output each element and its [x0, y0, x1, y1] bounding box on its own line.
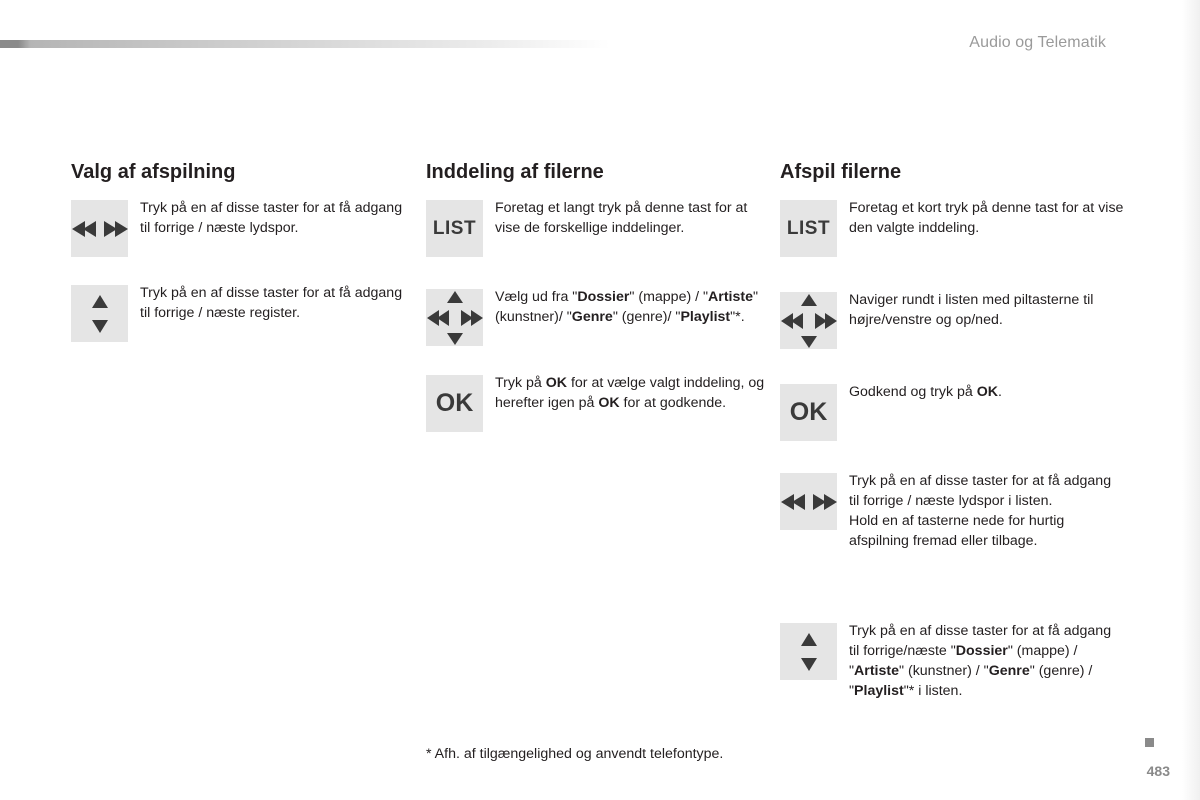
up-down-key: [780, 623, 837, 680]
instruction-text: Foretag et kort tryk på denne tast for at vise den valgte inddeling.: [849, 200, 1124, 236]
seek-key: [71, 200, 128, 257]
four-way-key: [426, 289, 483, 346]
instruction-text: Tryk på en af disse taster for at få adgang til forrige / næste lydspor.: [140, 200, 403, 236]
page-marker: [1145, 738, 1154, 747]
footnote: * Afh. af tilgængelighed og anvendt telefontype.: [426, 746, 724, 762]
seek-arrows-icon: [781, 492, 837, 512]
four-way-key: [780, 292, 837, 349]
page-edge-shadow: [1182, 0, 1200, 800]
header-gradient-bar: [0, 40, 610, 48]
ok-key-label: OK: [789, 398, 828, 426]
instruction-text: Vælg ud fra "Dossier" (mappe) / "Artiste" (kunstner)/ "Genre" (genre)/ "Playlist"*.: [495, 289, 759, 325]
section-heading: Valg af afspilning: [71, 161, 236, 183]
up-down-key: [71, 285, 128, 342]
instruction-text: Tryk på en af disse taster for at få adgang til forrige / næste lydspor i listen. Hold en af tasterne nede for hurtig afspilning fremad eller tilbage.: [849, 473, 1112, 549]
section-heading: Inddeling af filerne: [426, 161, 604, 183]
section-heading: Afspil filerne: [780, 161, 902, 183]
instruction-text: Tryk på en af disse taster for at få adgang til forrige/næste "Dossier" (mappe) / "Artiste" (kunstner) / "Genre" (genre) / "Playlist"* i listen.: [849, 623, 1112, 699]
list-key-label: LIST: [786, 217, 831, 239]
up-down-arrows-icon: [799, 631, 819, 673]
instruction-text: Foretag et langt tryk på denne tast for at vise de forskellige inddelinger.: [495, 200, 748, 236]
ok-key: [426, 375, 483, 432]
instruction-text: Naviger rundt i listen med piltasterne til højre/venstre og op/ned.: [849, 292, 1094, 328]
list-key: [426, 200, 483, 257]
four-way-arrows-icon: [427, 290, 483, 346]
instruction-text: Tryk på en af disse taster for at få adgang til forrige / næste register.: [140, 285, 403, 321]
seek-key: [780, 473, 837, 530]
list-key: [780, 200, 837, 257]
instruction-text: Godkend og tryk på OK.: [849, 384, 1002, 400]
four-way-arrows-icon: [781, 293, 837, 349]
up-down-arrows-icon: [90, 293, 110, 335]
list-key-label: LIST: [432, 217, 477, 239]
page-number: 483: [1146, 763, 1170, 779]
instruction-text: Tryk på OK for at vælge valgt inddeling, og herefter igen på OK for at godkende.: [495, 375, 765, 411]
ok-key-label: OK: [435, 389, 474, 417]
seek-arrows-icon: [72, 219, 128, 239]
ok-key: [780, 384, 837, 441]
chapter-title: Audio og Telematik: [969, 34, 1106, 51]
